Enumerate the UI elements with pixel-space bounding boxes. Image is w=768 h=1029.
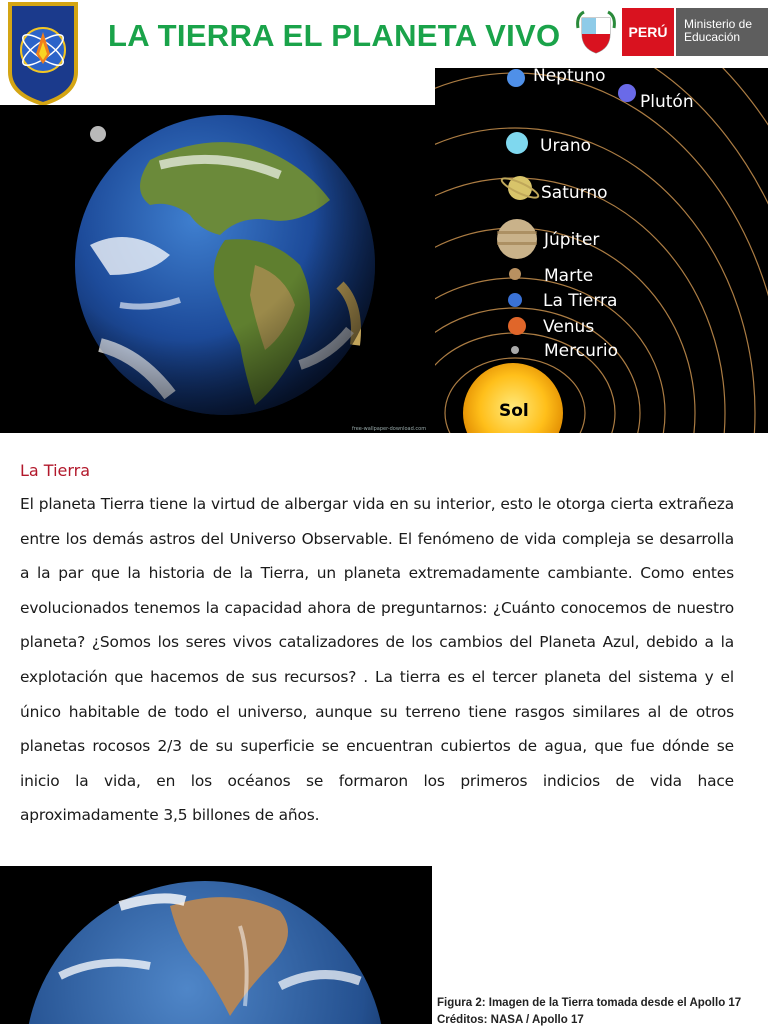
planet-label-neptuno: Neptuno <box>533 66 606 86</box>
mercury-icon <box>511 346 519 354</box>
peru-badge: PERÚ <box>622 8 674 56</box>
venus-icon <box>508 317 526 335</box>
ministry-badge: Ministerio de Educación <box>676 8 768 56</box>
solar-system-diagram <box>435 68 768 433</box>
mars-icon <box>509 268 521 280</box>
earth-icon <box>508 293 522 307</box>
figure-caption-credits: Créditos: NASA / Apollo 17 <box>437 1014 584 1026</box>
planet-label-urano: Urano <box>540 136 592 156</box>
planet-label-mercurio: Mercurio <box>544 341 618 361</box>
planet-label-venus: Venus <box>543 317 595 337</box>
university-logo <box>6 2 80 106</box>
planet-label-saturno: Saturno <box>541 183 608 203</box>
jupiter-icon <box>497 219 537 259</box>
earth-photo <box>0 105 435 433</box>
image-watermark: free-wallpaper-download.com <box>352 426 427 432</box>
apollo-earth-photo <box>0 866 432 1024</box>
section-heading: La Tierra <box>20 461 91 480</box>
pluto-icon <box>618 84 636 102</box>
peru-coat-of-arms-icon <box>576 10 616 54</box>
figure-caption-title: Figura 2: Imagen de la Tierra tomada desde el Apollo 17 <box>437 997 742 1009</box>
planet-label-marte: Marte <box>544 266 594 286</box>
uranus-icon <box>506 132 528 154</box>
neptune-icon <box>507 69 525 87</box>
planet-label-jupiter: Júpiter <box>544 230 600 250</box>
planet-label-pluton: Plutón <box>640 92 694 112</box>
body-paragraph: El planeta Tierra tiene la virtud de albergar vida en su interior, esto le otorga cierta extrañeza entre los demás astros del Universo Observable. El fenómeno de vida compleja se desarrolla a la par que la historia de la Tierra, un planeta extremadamente cambiante. Como entes evolucionados tenemos la capacidad ahora de preguntarnos: ¿Cuánto conocemos de nuestro planeta? ¿Somos los seres vivos catalizadores de los cambios del Planeta Azul, debido a la explotación que hacemos de sus recursos? . La tierra es el tercer planeta del sistema y el único habitable de todo el universo, aunque su terreno tiene rasgos similares al de otros planetas rocosos 2/3 de su superficie se encuentran cubiertos de agua, que fue dónde se inicio la vida, en los océanos se formaron los primeros indicios de vida hace aproximadamente 3,5 billones de años. <box>20 495 734 825</box>
page-title: LA TIERRA EL PLANETA VIVO <box>108 18 561 53</box>
planet-label-la-tierra: La Tierra <box>543 291 618 311</box>
planet-label-sol: Sol <box>499 401 529 421</box>
